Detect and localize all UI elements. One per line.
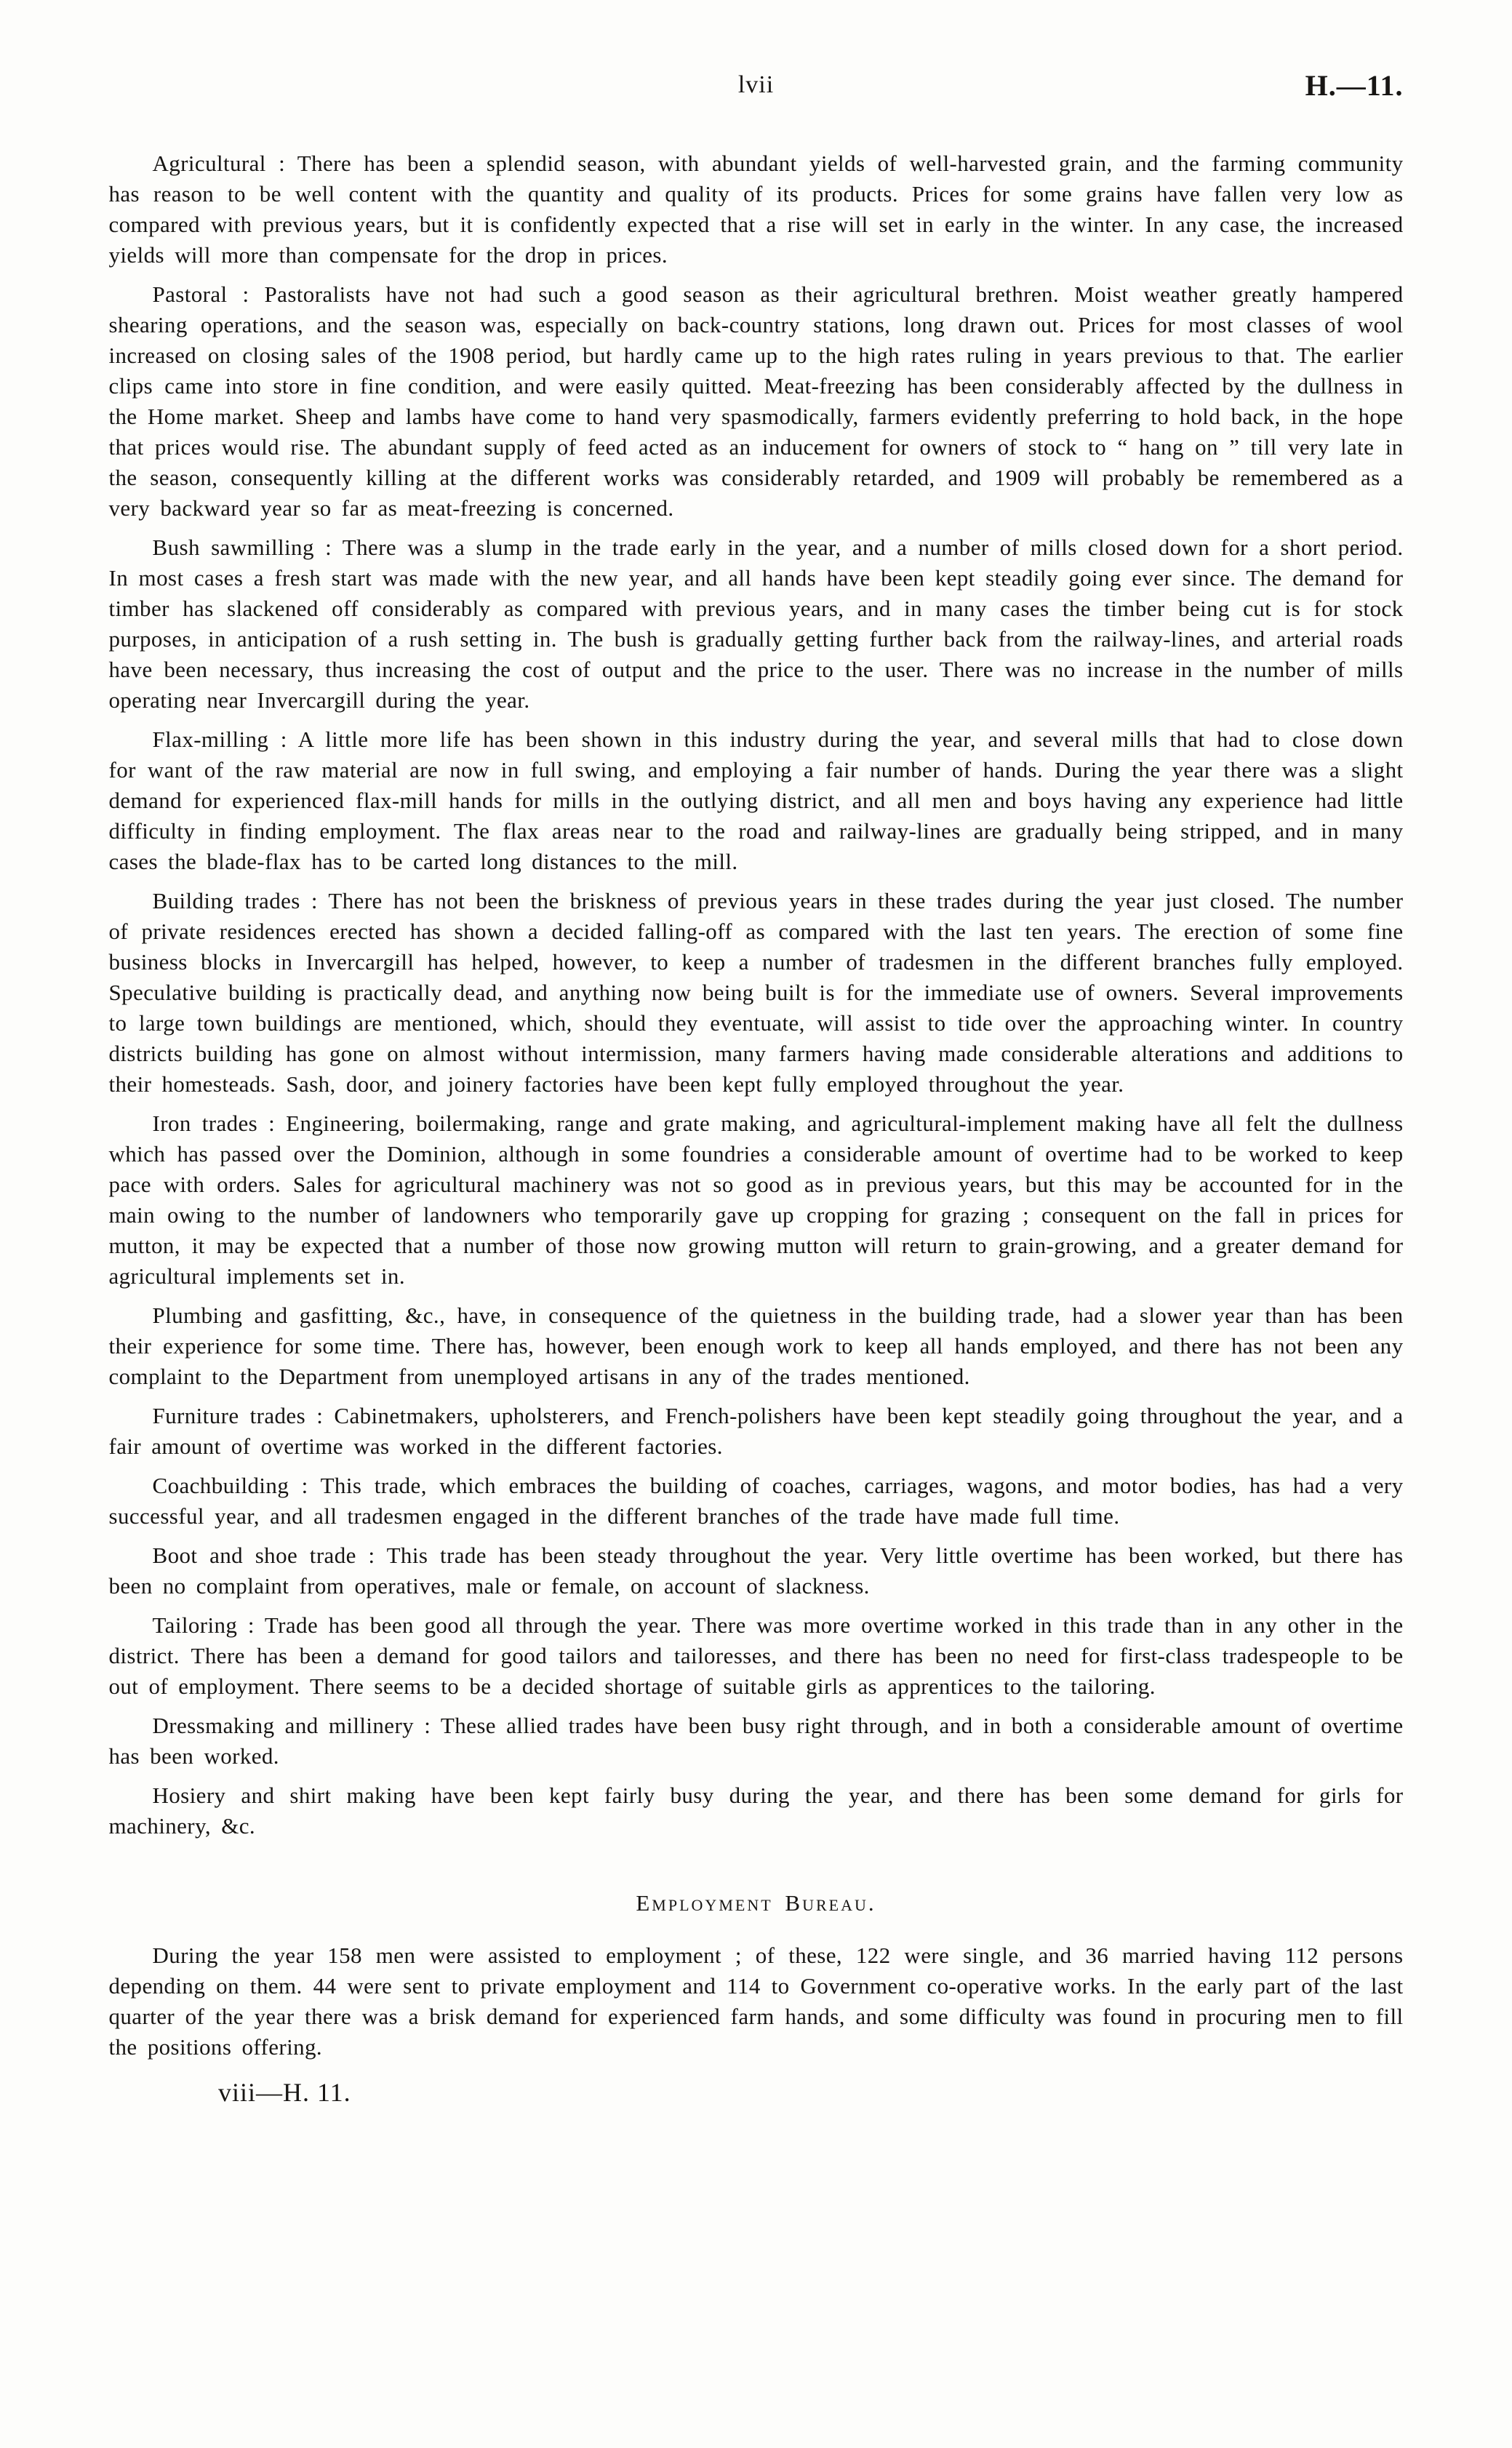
paragraph-dressmaking-millinery: Dressmaking and millinery : These allied trades have been busy right through, and in both a considerable amount of overtime has been worked. [108, 1713, 1404, 1769]
paragraph-furniture-trades: Furniture trades : Cabinetmakers, upholsterers, and French-polishers have been kept steadily going throughout the year, and a fair amount of overtime was worked in the different factories. [108, 1403, 1404, 1459]
paragraph-agricultural: Agricultural : There has been a splendid season, with abundant yields of well-harvested grain, and the farming community has reason to be well content with the quantity and quality of its products. Prices for some grains have fallen very low as compared with previous years, but it is confidently expected that a rise will set in early in the winter. In any case, the increased yields will more than compensate for the drop in prices. [108, 151, 1404, 268]
paragraph-flax-milling: Flax-milling : A little more life has been shown in this industry during the year, and several mills that had to close down for want of the raw material are now in full swing, and employing a fair number of hands. During the year there was a slight demand for experienced flax-mill hands for mills in the outlying district, and all men and boys having any experience had little difficulty in finding employment. The flax areas near to the road and railway-lines are gradually being stripped, and in many cases the blade-flax has to be carted long distances to the mill. [108, 727, 1404, 874]
paragraph-hosiery-shirt-making: Hosiery and shirt making have been kept fairly busy during the year, and there has been some demand for girls for machinery, &c. [108, 1783, 1404, 1839]
document-reference: H.—11. [1305, 69, 1404, 102]
section-heading-employment-bureau: Employment Bureau. [636, 1890, 876, 1916]
page-number: lvii [737, 71, 775, 98]
footer-signature: viii—H. 11. [218, 2078, 351, 2107]
page-header [109, 71, 1404, 106]
page-footer [218, 2077, 1512, 2108]
paragraph-pastoral: Pastoral : Pastoralists have not had such a good season as their agricultural brethren. Moist weather greatly hampered shearing operations, and the season was, especially on back-country stations, long drawn out. Prices for most classes of wool increased on closing sales of the 1908 period, but hardly came up to the high rates ruling in years previous to that. The earlier clips came into store in fine condition, and were easily quitted. Meat-freezing has been considerably affected by the dullness in the Home market. Sheep and lambs have come to hand very spasmodically, farmers evidently preferring to hold back, in the hope that prices would rise. The abundant supply of feed acted as an inducement for owners of stock to “ hang on ” till very late in the season, consequently killing at the different works was considerably retarded, and 1909 will probably be remembered as a very backward year so far as meat-freezing is concerned. [108, 281, 1404, 521]
paragraph-plumbing-gasfitting: Plumbing and gasfitting, &c., have, in consequence of the quietness in the building trade, had a slower year than has been their experience for some time. There has, however, been enough work to keep all hands employed, and there has not been any complaint to the Department from unemployed artisans in any of the trades mentioned. [108, 1303, 1404, 1389]
paragraph-coachbuilding: Coachbuilding : This trade, which embraces the building of coaches, carriages, wagons, and motor bodies, has had a very successful year, and all tradesmen engaged in the different branches of the trade have made full time. [108, 1473, 1404, 1529]
paragraph-boot-and-shoe-trade: Boot and shoe trade : This trade has been steady throughout the year. Very little overtime has been worked, but there has been no complaint from operatives, male or female, on account of slackness. [108, 1543, 1404, 1599]
report-body [109, 148, 1404, 2063]
paragraph-bush-sawmilling: Bush sawmilling : There was a slump in the trade early in the year, and a number of mills closed down for a short period. In most cases a fresh start was made with the new year, and all hands have been kept steadily going ever since. The demand for timber has slackened off considerably as compared with previous years, and in many cases the timber being cut is for stock purposes, in anticipation of a rush setting in. The bush is gradually getting further back from the railway-lines, and arterial roads have been necessary, thus increasing the cost of output and the price to the user. There was no increase in the number of mills operating near Invercargill during the year. [108, 535, 1404, 713]
paragraph-iron-trades: Iron trades : Engineering, boilermaking, range and grate making, and agricultural-implement making have all felt the dullness which has passed over the Dominion, although in some foundries a considerable amount of overtime had to be worked to keep pace with orders. Sales for agricultural machinery was not so good as in previous years, but this may be accounted for in the main owing to the number of landowners who temporarily gave up cropping for grazing ; consequent on the fall in prices for mutton, it may be expected that a number of those now growing mutton will return to grain-growing, and a greater demand for agricultural implements set in. [108, 1111, 1404, 1289]
paragraph-building-trades: Building trades : There has not been the briskness of previous years in these trades during the year just closed. The number of private residences erected has shown a decided falling-off as compared with the last ten years. The erection of some fine business blocks in Invercargill has helped, however, to keep a number of tradesmen in the different branches fully employed. Speculative building is practically dead, and anything now being built is for the immediate use of owners. Several improvements to large town buildings are mentioned, which, should they eventuate, will assist to tide over the approaching winter. In country districts building has gone on almost without intermission, many farmers having made considerable alterations and additions to their homesteads. Sash, door, and joinery factories have been kept fully employed throughout the year. [108, 888, 1404, 1097]
paragraph-tailoring: Tailoring : Trade has been good all through the year. There was more overtime worked in this trade than in any other in the district. There has been a demand for good tailors and tailoresses, and there has been no need for first-class tradespeople to be out of employment. There seems to be a decided shortage of suitable girls as apprentices to the tailoring. [108, 1612, 1404, 1699]
paragraph-employment-bureau-report: During the year 158 men were assisted to employment ; of these, 122 were single, and 36 married having 112 persons depending on them. 44 were sent to private employment and 114 to Government co-operative works. In the early part of the last quarter of the year there was a brisk demand for experienced farm hands, and some difficulty was found in procuring men to fill the positions offering. [108, 1943, 1404, 2060]
